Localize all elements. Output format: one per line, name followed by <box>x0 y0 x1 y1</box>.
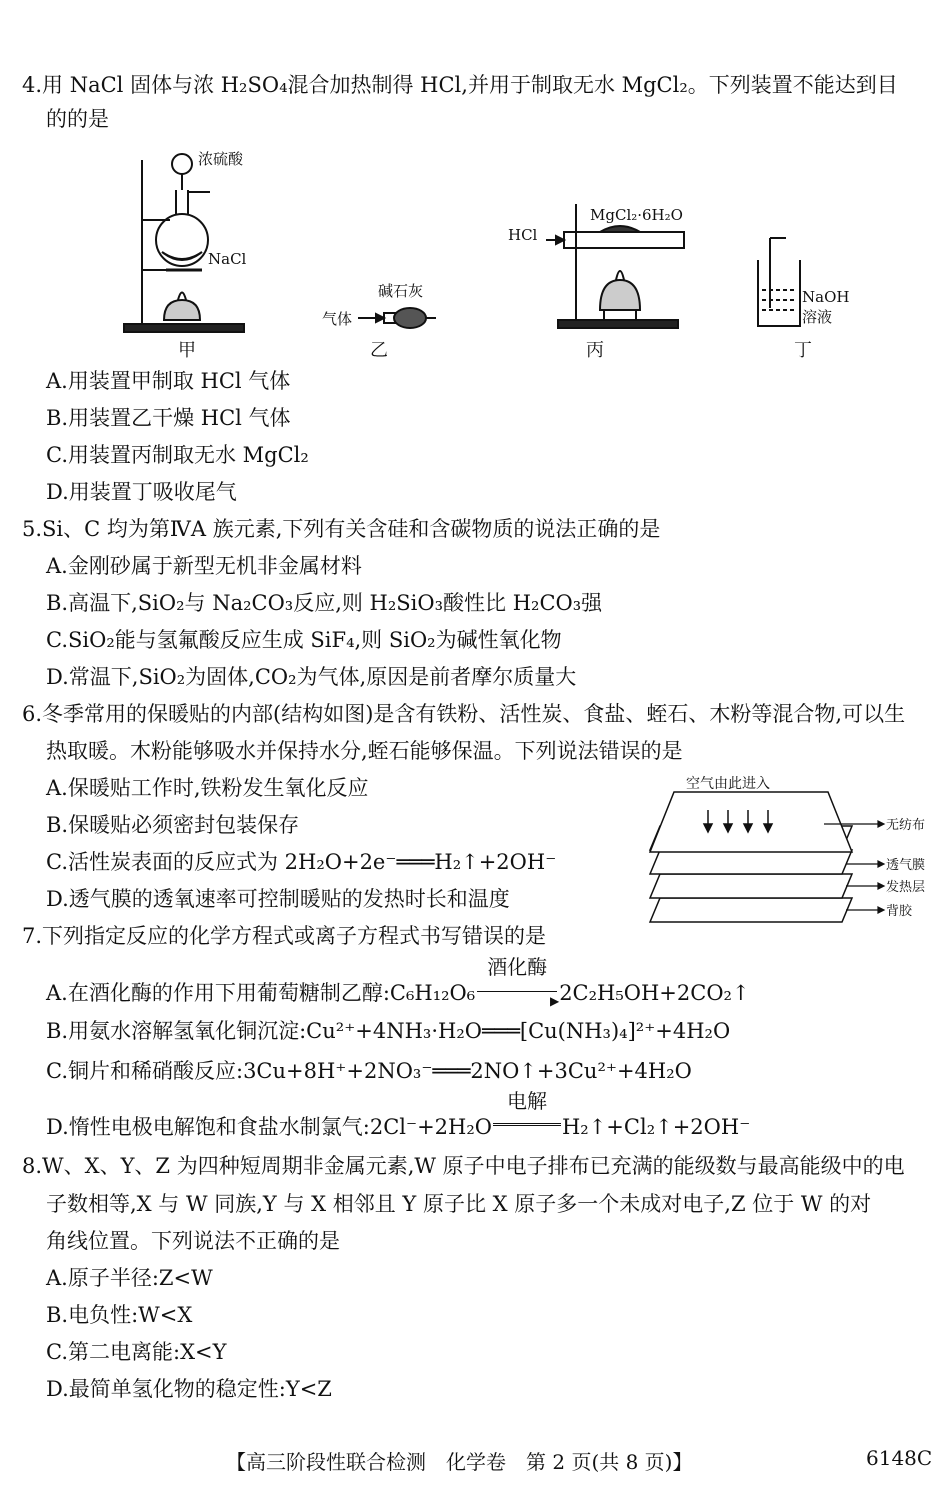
q8-option-a: A.原子半径:Z<W <box>46 1266 213 1290</box>
q6-option-c: C.活性炭表面的反应式为 2H₂O+2e⁻═══H₂↑+2OH⁻ <box>46 850 557 874</box>
q4-option-a: A.用装置甲制取 HCl 气体 <box>46 369 291 393</box>
q4-option-b: B.用装置乙干燥 HCl 气体 <box>46 406 291 430</box>
label-solution: 溶液 <box>802 308 833 326</box>
q7-d-condition: 电解 <box>506 1089 547 1113</box>
label-membrane: 透气膜 <box>886 858 926 873</box>
q7-d-pre: D.惰性电极电解饱和食盐水制氯气:2Cl⁻+2H₂O <box>46 1115 492 1139</box>
q8-option-b: B.电负性:W<X <box>46 1303 193 1327</box>
q8-stem-line2: 子数相等,X 与 W 同族,Y 与 X 相邻且 Y 原子比 X 原子多一个未成对电子,Z 位于 W 的对 <box>46 1192 872 1216</box>
fig-label-bing: 丙 <box>586 340 604 361</box>
q4-stem-line2: 的的是 <box>46 107 109 131</box>
label-soda-lime: 碱石灰 <box>378 282 424 300</box>
q7-stem: 7.下列指定反应的化学方程式或离子方程式书写错误的是 <box>22 924 547 948</box>
fig-label-jia: 甲 <box>178 340 196 361</box>
q7-option-d <box>46 1089 751 1142</box>
q6-stem-line1: 6.冬季常用的保暖贴的内部(结构如图)是含有铁粉、活性炭、食盐、蛭石、木粉等混合物,可以生 <box>22 702 906 726</box>
q5-option-d: D.常温下,SiO₂为固体,CO₂为气体,原因是前者摩尔质量大 <box>46 665 577 689</box>
q7-a-pre: A.在酒化酶的作用下用葡萄糖制乙醇:C₆H₁₂O₆ <box>46 981 476 1005</box>
label-air-in: 空气由此进入 <box>686 776 770 792</box>
q7-a-condition: 酒化酶 <box>487 955 548 979</box>
q8-option-d: D.最简单氢化物的稳定性:Y<Z <box>46 1377 332 1401</box>
q7-d-arrow <box>492 1089 562 1142</box>
q7-a-arrow: 酒化酶 ▶ <box>475 978 559 1008</box>
q4-apparatus-figure <box>110 140 870 370</box>
q6-option-d: D.透气膜的透氧速率可控制暖贴的发热时长和温度 <box>46 887 510 911</box>
q7-option-c: C.铜片和稀硝酸反应:3Cu+8H⁺+2NO₃⁻═══2NO↑+3Cu²⁺+4H₂O <box>46 1059 692 1083</box>
q8-option-c: C.第二电离能:X<Y <box>46 1340 227 1364</box>
q8-stem-line1: 8.W、X、Y、Z 为四种短周期非金属元素,W 原子中电子排布已充满的能级数与最高能级中的电 <box>22 1154 905 1178</box>
label-hcl: HCl <box>508 226 538 244</box>
q4-option-c: C.用装置丙制取无水 MgCl₂ <box>46 443 309 467</box>
q6-stem-line2: 热取暖。木粉能够吸水并保持水分,蛭石能够保温。下列说法错误的是 <box>46 739 683 763</box>
hand-warmer-figure <box>646 772 936 928</box>
label-naoh: NaOH <box>802 288 850 306</box>
q5-option-c: C.SiO₂能与氢氟酸反应生成 SiF₄,则 SiO₂为碱性氧化物 <box>46 628 562 652</box>
label-mgcl2: MgCl₂·6H₂O <box>590 206 683 224</box>
q8-stem-line3: 角线位置。下列说法不正确的是 <box>46 1229 340 1253</box>
q4-stem-line1: 4.用 NaCl 固体与浓 H₂SO₄混合加热制得 HCl,并用于制取无水 MgCl₂。下列装置不能达到目 <box>22 73 898 97</box>
q7-a-post: 2C₂H₅OH+2CO₂↑ <box>559 981 750 1005</box>
q5-option-b: B.高温下,SiO₂与 Na₂CO₃反应,则 H₂SiO₃酸性比 H₂CO₃强 <box>46 591 603 615</box>
q7-option-a <box>46 955 750 1008</box>
q6-option-b: B.保暖贴必须密封包装保存 <box>46 813 300 837</box>
apparatus-jia <box>124 154 244 332</box>
apparatus-yi <box>358 308 436 328</box>
label-nacl: NaCl <box>208 250 247 268</box>
label-nonwoven: 无纺布 <box>886 818 926 833</box>
label-gas: 气体 <box>322 310 353 328</box>
fig-label-yi: 乙 <box>370 340 388 361</box>
footer-code: 6148C <box>866 1446 933 1470</box>
label-heating-layer: 发热层 <box>886 880 926 895</box>
q7-option-b: B.用氨水溶解氢氧化铜沉淀:Cu²⁺+4NH₃·H₂O═══[Cu(NH₃)₄]²⁺+4H₂O <box>46 1019 731 1043</box>
q5-stem: 5.Si、C 均为第ⅣA 族元素,下列有关含硅和含碳物质的说法正确的是 <box>22 517 661 541</box>
q4-option-d: D.用装置丁吸收尾气 <box>46 480 237 504</box>
label-conc-acid: 浓硫酸 <box>198 150 244 168</box>
apparatus-ding <box>758 238 800 326</box>
q7-d-post: H₂↑+Cl₂↑+2OH⁻ <box>561 1115 751 1139</box>
q6-option-a: A.保暖贴工作时,铁粉发生氧化反应 <box>46 776 369 800</box>
q5-option-a: A.金刚砂属于新型无机非金属材料 <box>46 554 362 578</box>
label-backing: 背胶 <box>886 904 913 919</box>
fig-label-ding: 丁 <box>794 340 812 361</box>
footer-page-info: 【高三阶段性联合检测 化学卷 第 2 页(共 8 页)】 <box>226 1450 693 1474</box>
